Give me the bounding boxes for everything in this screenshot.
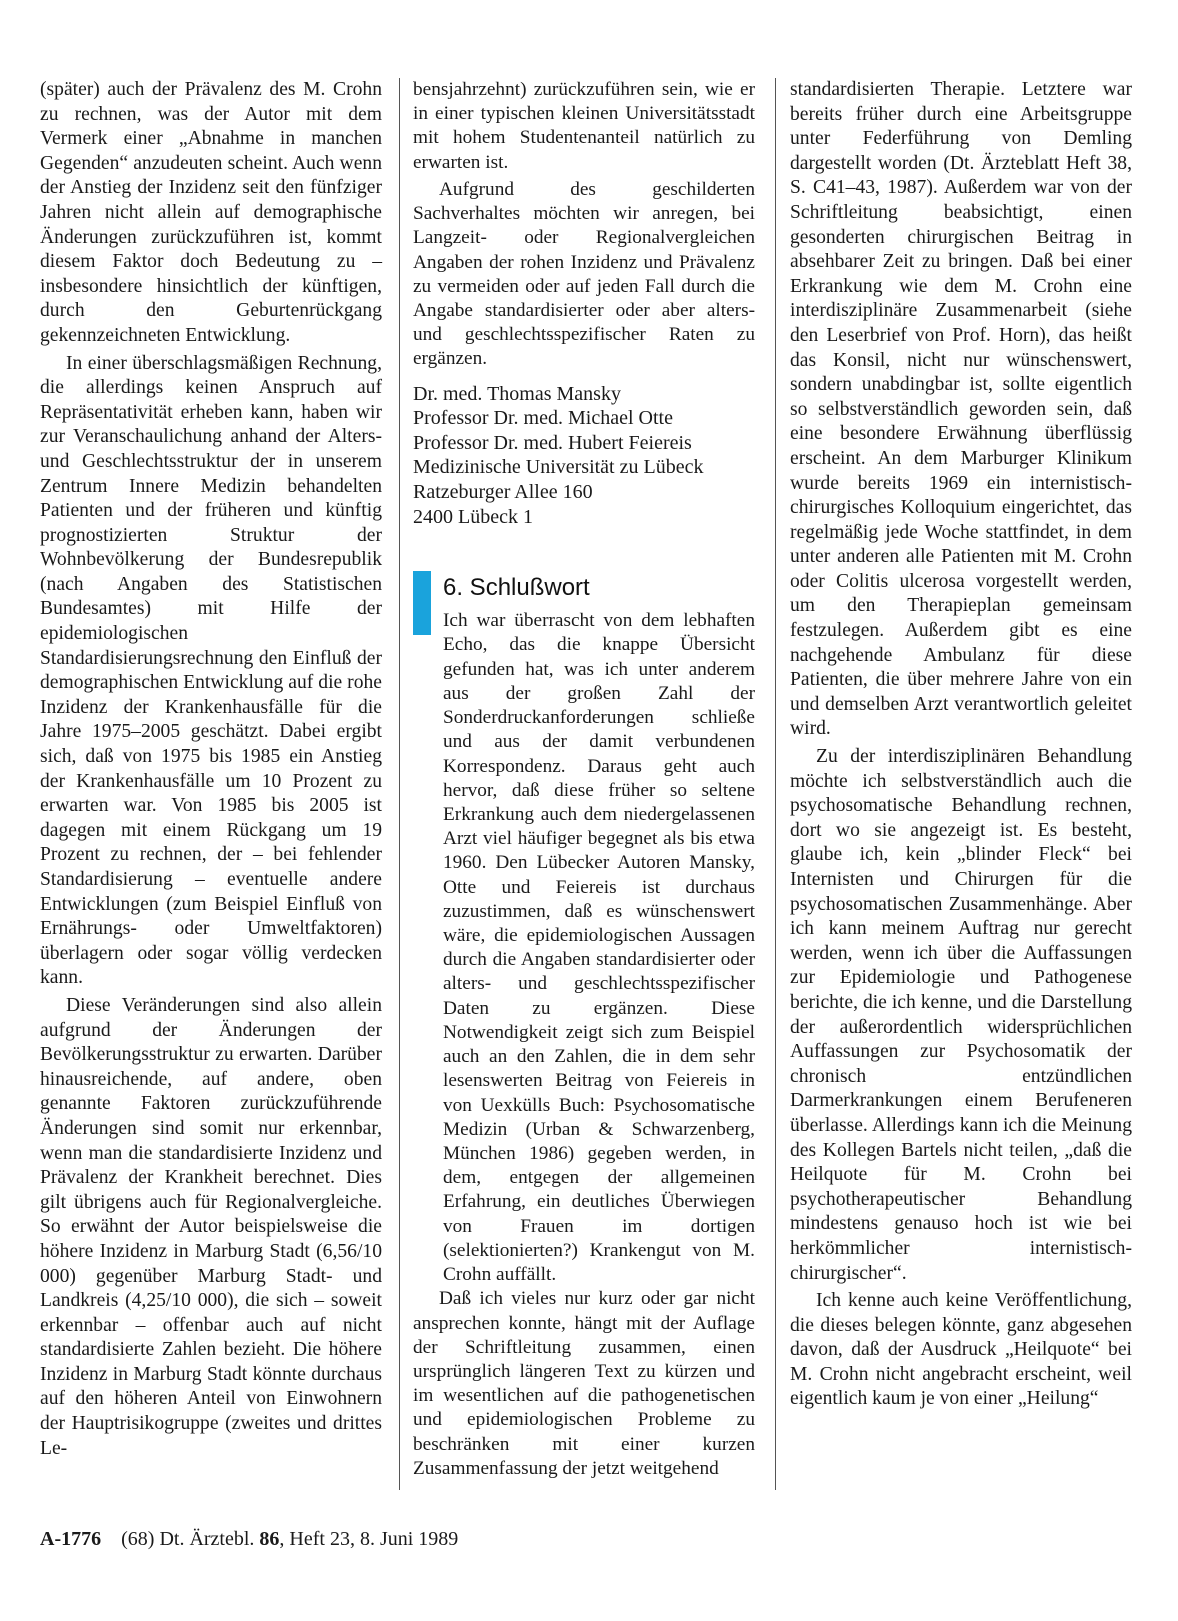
journal-volume: 86 [259, 1528, 280, 1550]
signature-line: Dr. med. Thomas Mansky [413, 382, 621, 405]
paragraph: bensjahrzehnt) zurückzuführen sein, wie er in einer typischen kleinen Universitätsstadt mit hohem Studentenanteil natürlich zu erwarten ist. [413, 79, 755, 173]
paragraph: Zu der interdisziplinären Behandlung möchte ich selbstverständlich auch die psychosomatische Behandlung rechnen, dort wo sie angezeigt ist. Es besteht, glaube ich, kein „blinder Fleck“ bei Internisten und Chirurgen für die psychosomatischen Zusammenhänge. Aber ich kann meinem Auftrag nur gerecht werden, wenn ich über die Auffassungen zur Epidemiologie und Pathogenese berichte, die ich kenne, und die Darstellung der außerordentlich widersprüchlichen Auffassungen zur Psychosomatik der chronisch entzündlichen Darmerkrankungen einem Berufeneren überlasse. Allerdings kann ich die Meinung des Kollegen Bartels nicht teilen, „daß die Heilquote für M. Crohn bei psychotherapeutischer Behandlung mindestens genauso hoch ist wie bei herkömmlicher internistisch-chirurgischer“. [790, 746, 1132, 1284]
signature-line: 2400 Lübeck 1 [413, 505, 533, 528]
page-number: (68) [121, 1528, 155, 1550]
paragraph: Ich kenne auch keine Veröffentlichung, die dieses belegen könnte, ganz abgesehen davon, daß der Ausdruck „Heilquote“ bei M. Crohn nicht angebracht erscheint, weil eigentlich kaum je von einer „Heilung“ [790, 1290, 1132, 1410]
section-heading: 6. Schlußwort [443, 574, 590, 602]
signature-line: Medizinische Universität zu Lübeck [413, 456, 704, 479]
paragraph: Ich war überrascht von dem lebhaften Echo, das die knappe Übersicht gefunden hat, was ich unter anderem aus der großen Zahl der Sonderdruckanforderungen schließe und aus der damit verbundenen Korrespondenz. Daraus geht auch hervor, daß diese früher so seltene Erkrankung auch dem niedergelassenen Arzt viel häufiger begegnet als bis etwa 1960. Den Lübecker Autoren Mansky, Otte und Feiereis ist durchaus zuzustimmen, daß es wünschenswert wäre, die epidemiologischen Aussagen durch die Angaben standardisierter oder alters- und geschlechtsspezifischer Daten zu ergänzen. Diese Notwendigkeit zeigt sich zum Beispiel auch an den Zahlen, die in dem sehr lesenswerten Beitrag von Feiereis in von Uexkülls Buch: Psychosomatische Medizin (Urban & Schwarzenberg, München 1986) gegeben werden, in dem, entgegen der allgemeinen Erfahrung, ein deutliches Überwiegen von Frauen im dortigen (selektionierten?) Krankengut von M. Crohn auffällt. [443, 610, 755, 1286]
signature-line: Ratzeburger Allee 160 [413, 481, 593, 503]
column-2 [413, 78, 755, 1481]
page-footer [40, 1527, 458, 1551]
section-schlusswort [413, 571, 755, 1287]
paragraph: Diese Veränderungen sind also allein aufgrund der Änderungen der Bevölkerungsstruktur zu erwarten. Darüber hinausreichende, auf andere, oben genannte Faktoren zurückzuführende Änderungen sind somit nur erkennbar, wenn man die standardisierte Inzidenz und Prävalenz der Krankheit berechnet. Dies gilt übrigens auch für Regionalvergleiche. So erwähnt der Autor beispielsweise die höhere Inzidenz in Marburg Stadt (6,56/10 000) gegenüber Marburg Stadt- und Landkreis (4,25/10 000), die sich – soweit erkennbar – offenbar auch auf nicht standardisierte Zahlen bezieht. Die höhere Inzidenz in Marburg Stadt könnte durchaus auf den höheren Anteil von Einwohnern der Hauptrisikogruppe (zweites und drittes Le- [40, 994, 382, 1459]
signature-line: Professor Dr. med. Michael Otte [413, 407, 673, 430]
signature-line: Professor Dr. med. Hubert Feiereis [413, 431, 692, 454]
journal-name: Dt. Ärztebl. [159, 1528, 255, 1550]
page-code: A-1776 [40, 1528, 102, 1550]
paragraph: Aufgrund des geschilderten Sachverhaltes möchten wir anregen, bei Langzeit- oder Regionalvergleichen Angaben der rohen Inzidenz und Prävalenz zu vermeiden oder auf jeden Fall durch die Angabe standardisierter oder aber alters- und geschlechtsspezifischer Raten zu ergänzen. [413, 178, 755, 370]
letter-signature [413, 382, 755, 530]
column-1 [40, 78, 382, 1461]
journal-issue: , Heft 23, 8. Juni 1989 [279, 1528, 459, 1550]
column-divider [399, 78, 400, 1490]
column-3 [790, 78, 1132, 1412]
paragraph: In einer überschlagsmäßigen Rechnung, die allerdings keinen Anspruch auf Repräsentativität erheben kann, haben wir zur Veranschaulichung anhand der Alters- und Geschlechtsstruktur der in unserem Zentrum Innere Medizin behandelten Patienten und der früheren und künftig prognostizierten Struktur der Wohnbevölkerung der Bundesrepublik (nach Angaben des Statistischen Bundesamtes) mit Hilfe der epidemiologischen Standardisierungsrechnung den Einfluß der demographischen Entwicklung auf die rohe Inzidenz der Krankenhausfälle für die Jahre 1975–2005 geschätzt. Dabei ergibt sich, daß von 1975 bis 1985 ein Anstieg der Krankenhausfälle um 10 Prozent zu erwarten war. Von 1985 bis 2005 ist dagegen mit einem Rückgang um 19 Prozent zu rechnen, der – bei fehlender Standardisierung – eventuelle andere Entwicklungen (zum Beispiel Einfluß von Ernährungs- oder Umweltfaktoren) überlagern oder sogar völlig verdecken kann. [40, 352, 382, 989]
paragraph: Daß ich vieles nur kurz oder gar nicht ansprechen konnte, hängt mit der Auflage der Schriftleitung zusammen, einen ursprünglich längeren Text zu kürzen und im wesentlichen auf die pathogenetischen und epidemiologischen Probleme zu beschränken mit einer kurzen Zusammenfassung der jetzt weitgehend [413, 1288, 755, 1479]
column-divider [775, 78, 776, 1490]
section-accent-bar [413, 571, 431, 635]
paragraph: (später) auch der Prävalenz des M. Crohn zu rechnen, was der Autor mit dem Vermerk einer „Abnahme in manchen Gegenden“ anzudeuten scheint. Auch wenn der Anstieg der Inzidenz seit den fünfziger Jahren nicht allein auf demographische Änderungen zurückzuführen ist, kommt diesem Faktor doch Bedeutung zu – insbesondere hinsichtlich der künftigen, durch den Geburtenrückgang gekennzeichneten Entwicklung. [40, 79, 382, 346]
paragraph: standardisierten Therapie. Letztere war bereits früher durch eine Arbeitsgruppe unter Federführung von Demling dargestellt worden (Dt. Ärzteblatt Heft 38, S. C41–43, 1987). Außerdem war von der Schriftleitung beabsichtigt, einen gesonderten chirurgischen Beitrag in absehbarer Zeit zu bringen. Daß bei einer Erkrankung wie dem M. Crohn eine interdisziplinäre Zusammenarbeit (siehe den Leserbrief von Prof. Horn), das heißt das Konsil, nicht nur wünschenswert, sondern unabdingbar ist, sollte eigentlich so selbstverständlich geworden sein, daß eine besondere Erwähnung überflüssig erscheint. An dem Marburger Klinikum wurde bereits 1969 ein internistisch-chirurgisches Kolloquium eingerichtet, das regelmäßig jede Woche stattfindet, in dem unter anderen alle Patienten mit M. Crohn oder Colitis ulcerosa vorgestellt werden, um den Therapieplan gemeinsam festzulegen. Außerdem gibt es eine nachgehende Ambulanz für diese Patienten, die über mehrere Jahre von ein und demselben Arzt verantwortlich geleitet wird. [790, 79, 1132, 740]
